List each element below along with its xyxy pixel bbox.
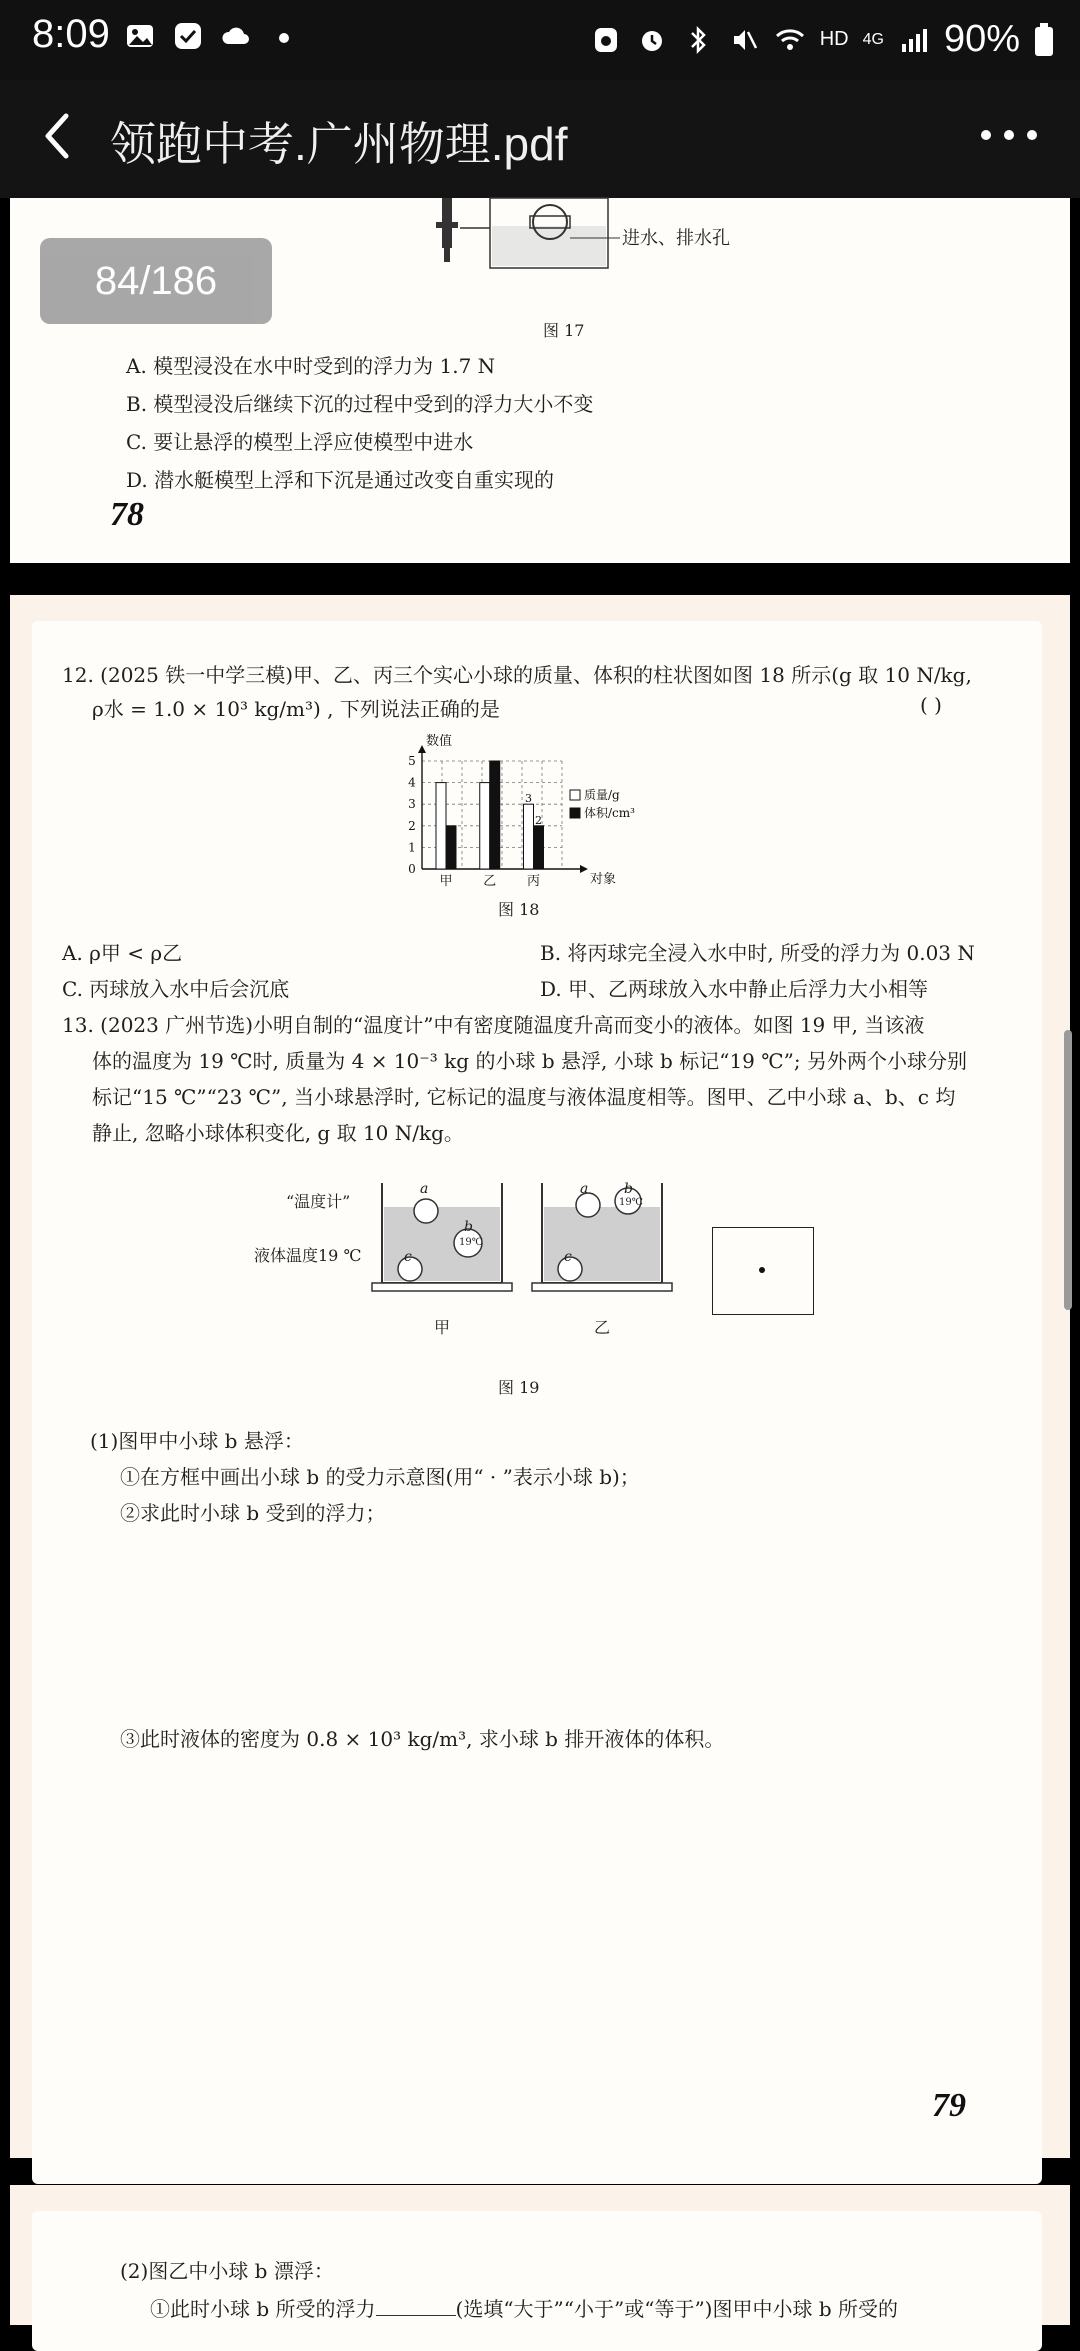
legend-label: 体积/cm³: [584, 806, 635, 820]
data-label: 2: [535, 813, 542, 827]
sub-question-2-1-pre: ①此时小球 b 所受的浮力: [150, 2297, 376, 2321]
alarm-icon: [636, 24, 668, 56]
fig17-caption: 图 17: [543, 321, 585, 340]
ball-dot: [759, 1267, 765, 1273]
system-icons: [590, 18, 1054, 61]
data-saver-icon: [590, 24, 622, 56]
mute-icon: [728, 24, 760, 56]
pdf-page-80: [10, 2185, 1070, 2325]
cloud-icon: [220, 20, 252, 52]
label-jia: 甲: [434, 1318, 451, 1337]
hd-label: HD: [819, 28, 849, 50]
page-content: [32, 621, 1042, 2184]
ball-b-label-yi: b: [624, 1181, 633, 1197]
pdf-page-79: [10, 595, 1070, 2158]
sub-question-1-1: ①在方框中画出小球 b 的受力示意图(用“ · ”表示小球 b)；: [120, 1465, 640, 1489]
ball-b-label: b: [464, 1219, 473, 1235]
y-tick-label: 4: [408, 775, 416, 790]
page-content: [32, 2211, 1042, 2351]
task-check-icon: [172, 20, 204, 52]
q12-line1: 12. (2025 铁一中学三模)甲、乙、丙三个实心小球的质量、体积的柱状图如图 18 所示(g 取 10 N/kg,: [62, 663, 972, 687]
status-bar: [0, 0, 1080, 80]
sub-question-1: (1)图甲中小球 b 悬浮：: [90, 1429, 304, 1453]
x-tick-label: 丙: [526, 874, 541, 889]
document-title: 领跑中考.广州物理.pdf: [110, 118, 568, 170]
legend-swatch: [570, 790, 580, 800]
more-options-icon[interactable]: [974, 120, 1044, 150]
q12-option-c: C. 丙球放入水中后会沉底: [62, 977, 290, 1001]
sub-question-1-3: ③此时液体的密度为 0.8 × 10³ kg/m³, 求小球 b 排开液体的体积。: [120, 1727, 725, 1751]
wifi-icon: [774, 24, 806, 56]
bar-乙-1: [490, 761, 500, 869]
q12-line2: ρ水 = 1.0 × 10³ kg/m³) , 下列说法正确的是: [92, 697, 500, 721]
ball-b-mark-yi: 19℃: [619, 1197, 643, 1208]
q13-line3: 标记“15 ℃”“23 ℃”, 当小球悬浮时, 它标记的温度与液体温度相等。图甲、乙中小球 a、b、c 均: [92, 1085, 956, 1109]
option-a: A. 模型浸没在水中时受到的浮力为 1.7 N: [126, 354, 496, 378]
legend-label: 质量/g: [584, 788, 620, 802]
option-c: C. 要让悬浮的模型上浮应使模型中进水: [126, 430, 474, 454]
y-tick-label: 1: [408, 840, 416, 855]
option-b: B. 模型浸没后继续下沉的过程中受到的浮力大小不变: [126, 392, 594, 416]
label-yi: 乙: [594, 1318, 611, 1337]
answer-bracket: ( ): [920, 693, 942, 717]
page-number: 79: [932, 2087, 966, 2124]
scrollbar-thumb[interactable]: [1064, 1030, 1072, 1310]
y-tick-label: 2: [408, 818, 416, 833]
q13-line1: 13. (2023 广州节选)小明自制的“温度计”中有密度随温度升高而变小的液体。如图 19 甲, 当该液: [62, 1013, 925, 1037]
figure-18-chart: [382, 731, 702, 889]
q13-line4: 静止, 忽略小球体积变化, g 取 10 N/kg。: [92, 1121, 464, 1145]
q12-option-b: B. 将丙球完全浸入水中时, 所受的浮力为 0.03 N: [540, 941, 975, 965]
status-time: 8:09: [32, 12, 110, 56]
fig19-caption: 图 19: [498, 1378, 540, 1397]
y-tick-label: 3: [408, 797, 416, 812]
signal-icon: [898, 24, 930, 56]
bluetooth-icon: [682, 24, 714, 56]
ball-c-label-yi: c: [564, 1249, 572, 1265]
page-counter: 84/186: [40, 238, 272, 324]
battery-percent: 90%: [943, 18, 1020, 60]
ball-a-label-yi: a: [580, 1181, 589, 1197]
x-axis-arrow: [580, 865, 588, 873]
figure-17: [430, 198, 730, 310]
liquid-temp-label: 液体温度19 ℃: [254, 1246, 362, 1265]
y-axis-arrow: [418, 745, 426, 753]
data-label: 3: [525, 792, 532, 806]
fig17-label: 进水、排水孔: [622, 228, 730, 249]
option-d: D. 潜水艇模型上浮和下沉是通过改变自重实现的: [126, 468, 555, 492]
q12-option-d: D. 甲、乙两球放入水中静止后浮力大小相等: [540, 977, 929, 1001]
thermometer-label: “温度计”: [286, 1192, 351, 1211]
ball-c-label: c: [404, 1249, 412, 1265]
sub-question-2: (2)图乙中小球 b 漂浮：: [120, 2259, 334, 2283]
sub-question-2-1: [150, 2293, 898, 2322]
network-type: 4G: [862, 30, 884, 48]
fig18-caption: 图 18: [498, 900, 540, 919]
force-diagram-box[interactable]: [712, 1227, 814, 1315]
bar-丙-0: [524, 804, 534, 869]
x-axis-label: 对象: [590, 872, 617, 887]
back-arrow-icon[interactable]: [30, 106, 90, 166]
sub-question-1-2: ②求此时小球 b 受到的浮力；: [120, 1501, 386, 1525]
answer-blank[interactable]: [376, 2315, 456, 2316]
app-bar: [0, 80, 1080, 198]
gallery-icon: [124, 20, 156, 52]
bar-丙-1: [534, 826, 544, 869]
q12-option-a: A. ρ甲 < ρ乙: [62, 941, 183, 965]
y-tick-label: 0: [408, 862, 416, 876]
bar-甲-1: [446, 826, 456, 869]
page-number: 78: [110, 496, 144, 533]
ball-b-mark: 19℃: [459, 1237, 483, 1248]
y-axis-label: 数值: [426, 734, 453, 749]
battery-icon: [1034, 23, 1054, 57]
notification-icons: [124, 20, 300, 52]
dot-icon: [268, 20, 300, 52]
bar-甲-0: [436, 783, 446, 869]
bar-乙-0: [480, 783, 490, 869]
sub-question-2-1-post: (选填“大于”“小于”或“等于”)图甲中小球 b 所受的: [455, 2297, 899, 2321]
legend-swatch: [570, 808, 580, 818]
x-tick-label: 甲: [439, 874, 453, 889]
q13-line2: 体的温度为 19 ℃时, 质量为 4 × 10⁻³ kg 的小球 b 悬浮, 小球 b 标记“19 ℃”; 另外两个小球分别: [92, 1049, 967, 1073]
ball-a-label: a: [420, 1181, 429, 1197]
x-tick-label: 乙: [483, 874, 497, 889]
y-tick-label: 5: [408, 754, 416, 768]
